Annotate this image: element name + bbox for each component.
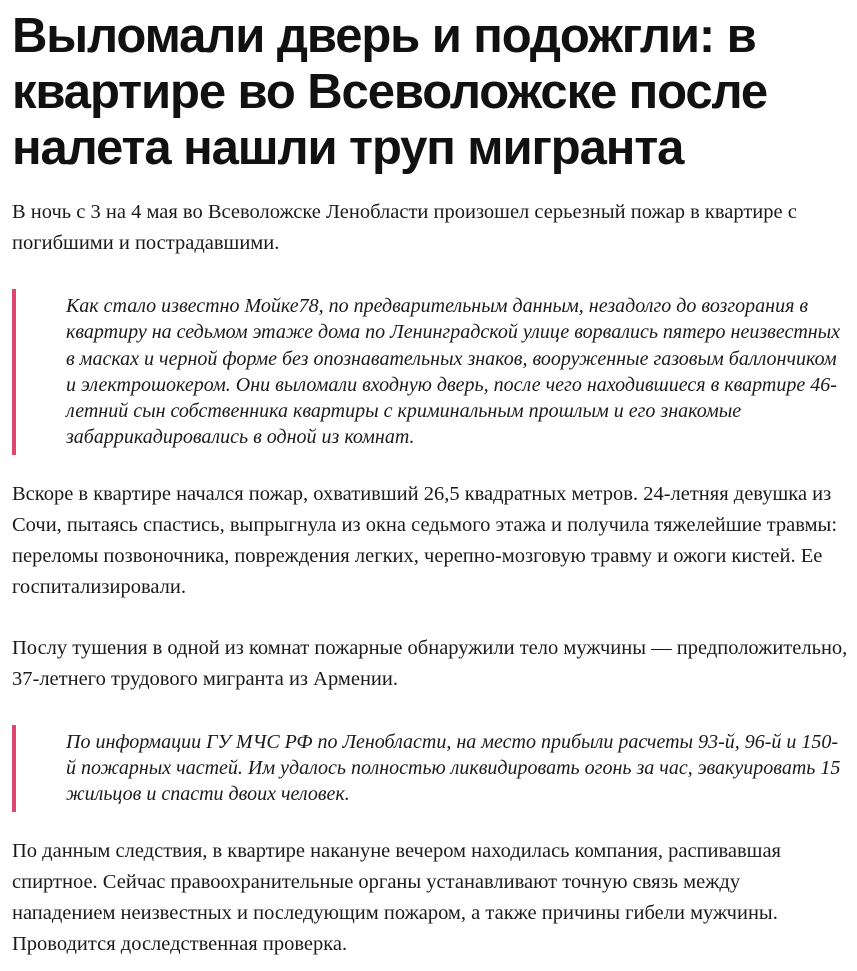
article-paragraph: Вскоре в квартире начался пожар, охвативший 26,5 квадратных метров. 24-летняя девушка из Сочи, пытаясь спастись, выпрыгнула из окна седьмого этажа и получила тяжелейшие травмы: переломы позвоночника, повреждения легких, черепно-мозговую травму и ожоги кистей. Ее госпитализировали. [12, 482, 838, 598]
article-quote: По информации ГУ МЧС РФ по Ленобласти, на место прибыли расчеты 93-й, 96-й и 150-й пожарных частей. Им удалось полностью ликвидировать огонь за час, эвакуировать 15 жильцов и спасти двоих человек. [12, 725, 846, 812]
article-lead: В ночь с 3 на 4 мая во Всеволожске Ленобласти произошел серьезный пожар в квартире с погибшими и пострадавшими. [12, 201, 797, 254]
article [12, 0, 848, 960]
article-headline: Выломали дверь и подожгли: в квартире во Всеволожске после налета нашли труп мигранта [12, 9, 768, 175]
article-paragraph: Послу тушения в одной из комнат пожарные обнаружили тело мужчины — предположительно, 37-летнего трудового мигранта из Армении. [12, 636, 848, 690]
article-quote: Как стало известно Мойке78, по предварительным данным, незадолго до возгорания в квартиру на седьмом этаже дома по Ленинградской улице ворвались пятеро неизвестных в масках и черной форме без опознавательных знаков, вооруженные газовым баллончиком и электрошокером. Они выломали входную дверь, после чего находившиеся в квартире 46-летний сын собственника квартиры с криминальным прошлым и его знакомые забаррикадировались в одной из комнат. [12, 289, 846, 455]
article-paragraph: По данным следствия, в квартире накануне вечером находилась компания, распивавшая спиртное. Сейчас правоохранительные органы устанавливают точную связь между нападением неизвестных и последующим пожаром, а также причины гибели мужчины. Проводится доследственная проверка. [12, 839, 781, 955]
